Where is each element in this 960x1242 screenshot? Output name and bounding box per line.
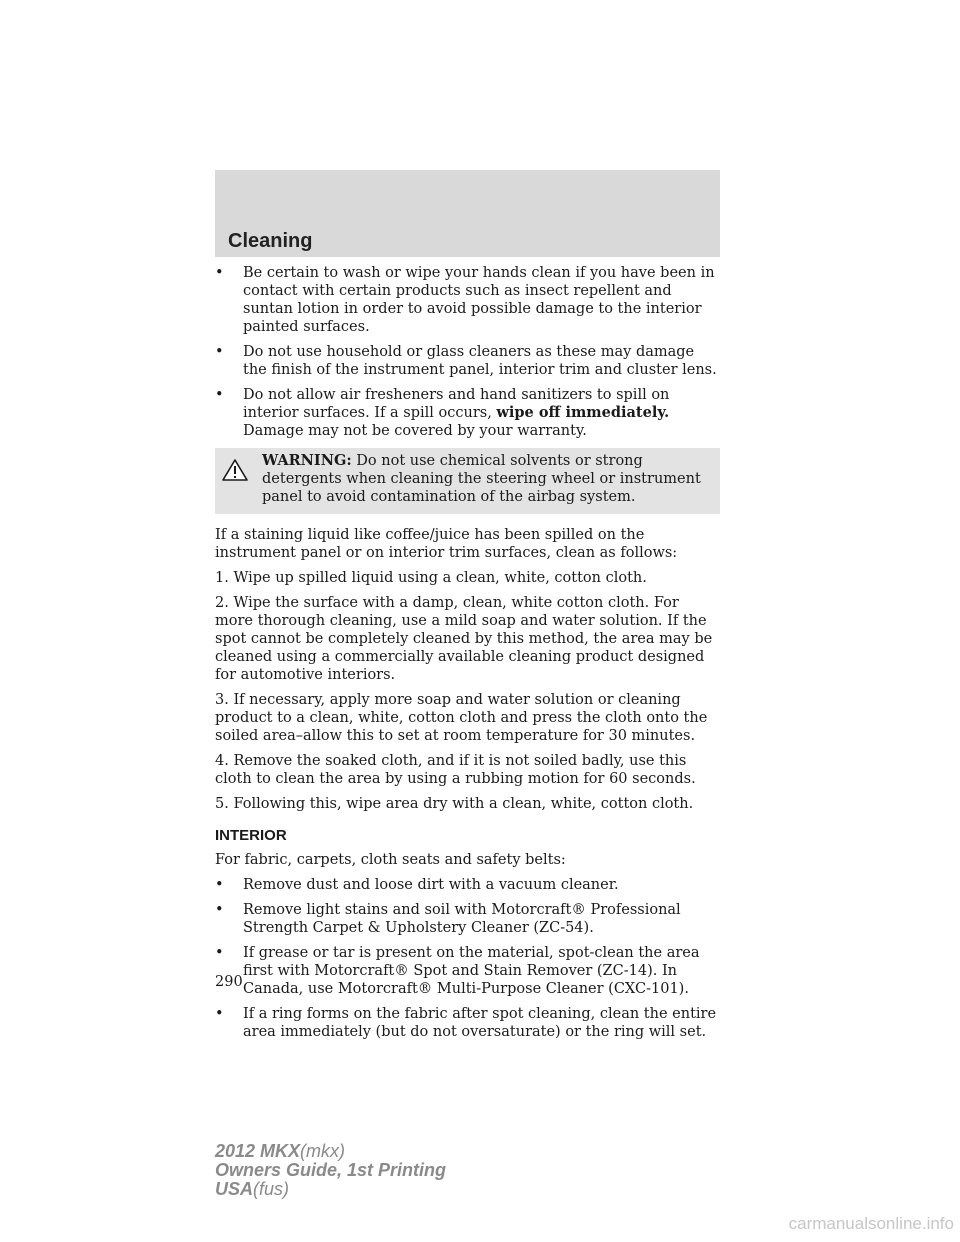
bullet-marker: • (215, 344, 224, 360)
bullet-text: If grease or tar is present on the material, spot-clean the area first with Motorcraft® Spot and Stain Remover (ZC-14). In Canada, use Motorcraft® Multi-Purpose Cleaner (CXC-101). (243, 945, 700, 997)
bullet-marker: • (215, 1006, 224, 1022)
warning-label: WARNING: (262, 452, 352, 469)
footer-market-code: (fus) (253, 1179, 290, 1199)
interior-intro: For fabric, carpets, cloth seats and safety belts: (215, 852, 566, 868)
bullet-text: Remove light stains and soil with Motorcraft® Professional Strength Carpet & Upholstery Cleaner (ZC-54). (243, 902, 681, 936)
step-5: 5. Following this, wipe area dry with a clean, white, cotton cloth. (215, 796, 694, 812)
footer-market: USA (215, 1179, 254, 1199)
paragraph: If a staining liquid like coffee/juice has been spilled on the instrument panel or on interior trim surfaces, clean as follows: (215, 527, 678, 561)
print-footer (215, 1142, 446, 1199)
bullet-text: Remove dust and loose dirt with a vacuum cleaner. (243, 877, 619, 893)
bullet-marker: • (215, 265, 224, 281)
page-number: 290 (215, 974, 243, 990)
bullet-marker: • (215, 387, 224, 403)
step-4: 4. Remove the soaked cloth, and if it is not soiled badly, use this cloth to clean the area by using a rubbing motion for 60 seconds. (215, 753, 696, 787)
bullet-marker: • (215, 877, 224, 893)
bullet-marker: • (215, 945, 224, 961)
interior-heading: INTERIOR (215, 827, 287, 844)
bullet-item-spill (215, 386, 720, 440)
step-1: 1. Wipe up spilled liquid using a clean, white, cotton cloth. (215, 570, 647, 586)
section-header-band (215, 170, 720, 257)
bullet-text: Be certain to wash or wipe your hands clean if you have been in contact with certain products such as insect repellent and suntan lotion in order to avoid possible damage to the interior painted surfaces. (243, 265, 715, 335)
warning-text: Do not use chemical solvents or strong detergents when cleaning the steering wheel or instrument panel to avoid contamination of the airbag system. (262, 453, 701, 505)
bullet-text: If a ring forms on the fabric after spot cleaning, clean the entire area immediately (but do not oversaturate) or the ring will set. (243, 1006, 717, 1040)
bullet-marker: • (215, 902, 224, 918)
bullet-item (215, 343, 720, 379)
bullet-text: Do not use household or glass cleaners as these may damage the finish of the instrument panel, interior trim and cluster lens. (243, 344, 717, 378)
bullet-item (215, 901, 720, 937)
bullet-text-after: Damage may not be covered by your warranty. (243, 423, 587, 439)
bullet-item (215, 264, 720, 336)
warning-box (215, 448, 720, 514)
step-2: 2. Wipe the surface with a damp, clean, white cotton cloth. For more thorough cleaning, use a mild soap and water solution. If the spot cannot be completely cleaned by this method, the area may be cleaned using a commercially available cleaning product designed for automotive interiors. (215, 595, 713, 683)
footer-model-code: (mkx) (300, 1141, 346, 1161)
bullet-item (215, 944, 720, 998)
bullet-item (215, 1005, 720, 1041)
page-content (215, 264, 720, 1048)
footer-model: 2012 MKX (215, 1141, 301, 1161)
section-title: Cleaning (228, 230, 313, 252)
bullet-text: Do not allow air fresheners and hand sanitizers to spill on interior surfaces. If a spill occurs, (243, 387, 670, 421)
bullet-bold-text: wipe off immediately. (496, 404, 670, 421)
watermark[interactable]: carmanualsonline.info (788, 1214, 954, 1233)
bullet-item (215, 876, 720, 894)
footer-printing: Owners Guide, 1st Printing (215, 1160, 447, 1180)
step-3: 3. If necessary, apply more soap and water solution or cleaning product to a clean, white, cotton cloth and press the cloth onto the soiled area–allow this to set at room temperature for 30 minutes. (215, 692, 708, 744)
warning-triangle-icon (222, 458, 248, 482)
